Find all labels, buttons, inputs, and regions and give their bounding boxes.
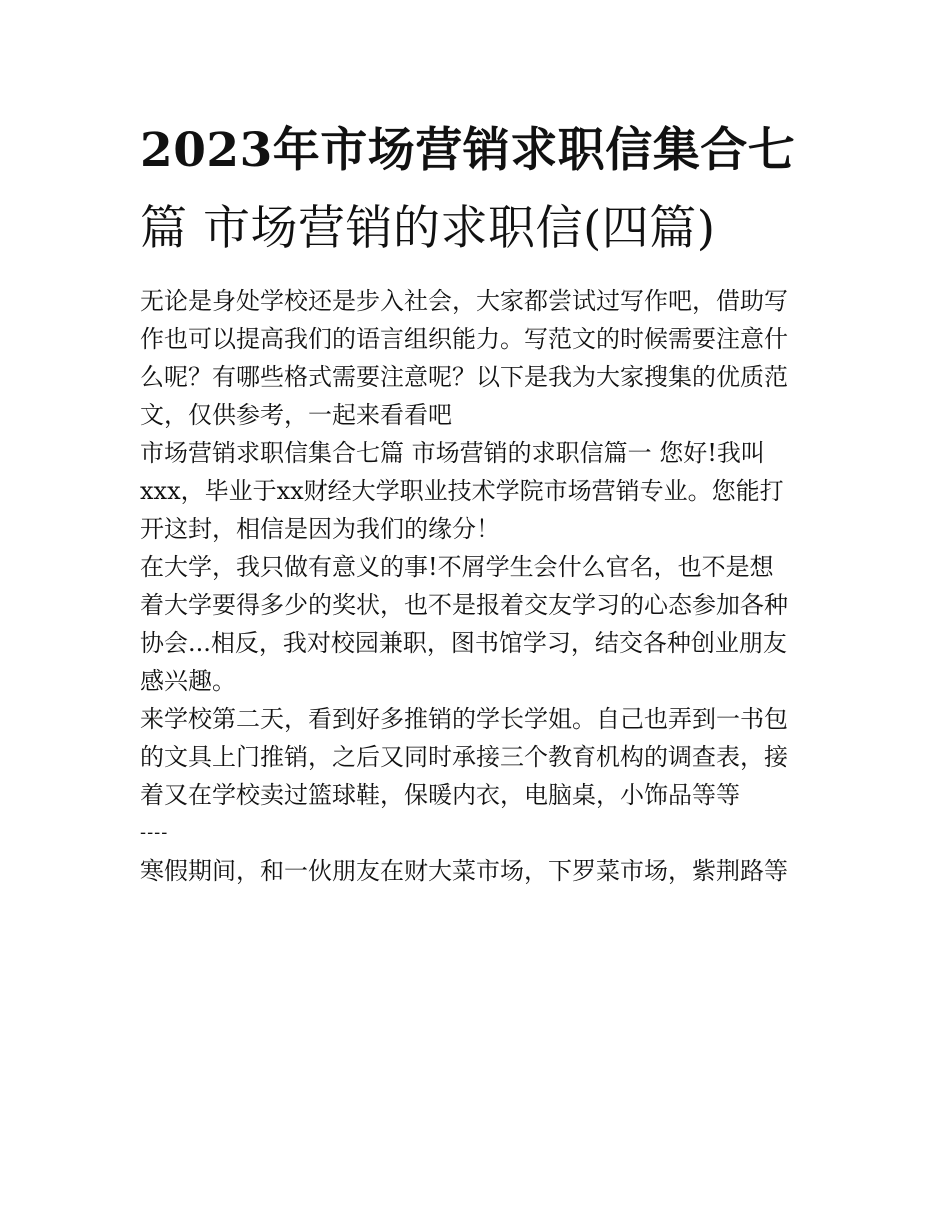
paragraph-sales-experience — [140, 700, 812, 852]
paragraph-line: 协会...相反，我对校园兼职，图书馆学习，结交各种创业朋友 — [140, 629, 787, 657]
paragraph-line: 文，仅供参考，一起来看看吧 — [140, 401, 452, 429]
paragraph-letter-opening — [140, 434, 812, 548]
paragraph-line: xxx，毕业于xx财经大学职业技术学院市场营销专业。您能打 — [140, 477, 784, 505]
paragraph-line: 么呢？有哪些格式需要注意呢？以下是我为大家搜集的优质范 — [140, 363, 788, 391]
paragraph-line: 感兴趣。 — [140, 667, 236, 695]
paragraph-line: 着大学要得多少的奖状，也不是报着交友学习的心态参加各种 — [140, 591, 788, 619]
paragraph-line: 市场营销求职信集合七篇 市场营销的求职信篇一 您好!我叫 — [140, 439, 765, 467]
document-page — [140, 112, 812, 890]
title-line-1: 2023年市场营销求职信集合七 — [140, 123, 796, 178]
paragraph-line: 作也可以提高我们的语言组织能力。写范文的时候需要注意什 — [140, 325, 788, 353]
paragraph-line: 寒假期间，和一伙朋友在财大菜市场，下罗菜市场，紫荆路等 — [140, 857, 788, 885]
paragraph-line: ---- — [140, 822, 169, 843]
paragraph-intro — [140, 282, 812, 434]
paragraph-line: 无论是身处学校还是步入社会，大家都尝试过写作吧，借助写 — [140, 287, 788, 315]
paragraph-winter-break — [140, 852, 812, 890]
document-title — [140, 112, 812, 268]
paragraph-university — [140, 548, 812, 700]
title-line-2: 篇 市场营销的求职信(四篇) — [140, 201, 716, 256]
paragraph-line: 的文具上门推销，之后又同时承接三个教育机构的调查表，接 — [140, 743, 788, 771]
paragraph-line: 在大学，我只做有意义的事!不屑学生会什么官名，也不是想 — [140, 553, 774, 581]
paragraph-line: 着又在学校卖过篮球鞋，保暖内衣，电脑桌，小饰品等等 — [140, 781, 740, 809]
paragraph-line: 开这封，相信是因为我们的缘分！ — [140, 515, 500, 543]
paragraph-line: 来学校第二天，看到好多推销的学长学姐。自己也弄到一书包 — [140, 705, 788, 733]
